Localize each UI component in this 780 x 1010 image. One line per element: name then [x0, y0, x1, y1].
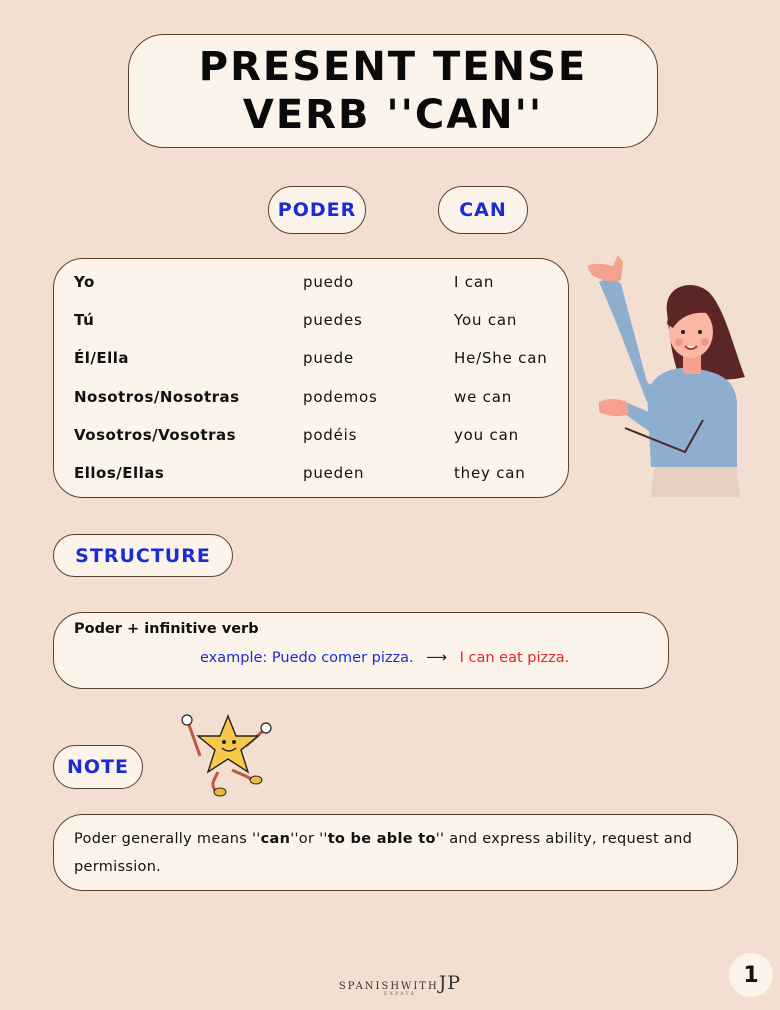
table-row — [54, 311, 568, 333]
arrow-icon: ⟶ — [426, 650, 448, 666]
example-spanish: example: Puedo comer pizza. — [200, 650, 414, 666]
english-translation: He/She can — [454, 349, 548, 367]
note-box — [53, 814, 738, 891]
note-text-part: Poder generally means '' — [74, 831, 261, 847]
pronoun: Yo — [74, 273, 95, 291]
english-translation: you can — [454, 426, 519, 444]
pronoun: Él/Ella — [74, 349, 130, 367]
pronoun: Ellos/Ellas — [74, 464, 165, 482]
structure-tag: STRUCTURE — [53, 534, 233, 577]
note-tag: NOTE — [53, 745, 143, 789]
brand-sub: EXPATS — [383, 991, 417, 997]
brand-main: SPANISHWITH — [338, 981, 439, 992]
verb-form: pueden — [303, 464, 365, 482]
star-mascot-illustration — [180, 712, 272, 800]
pronoun: Tú — [74, 311, 95, 329]
brand-jp: JP — [438, 972, 462, 994]
example-english: I can eat pizza. — [459, 650, 570, 666]
title-box — [128, 34, 658, 148]
brand-logo — [330, 972, 470, 1004]
structure-formula: Poder + infinitive verb — [74, 621, 259, 637]
can-tag: CAN — [438, 186, 528, 234]
note-bold-able: to be able to — [327, 831, 436, 847]
note-text-part: ''or '' — [290, 831, 328, 847]
verb-form: podemos — [303, 388, 378, 406]
table-row — [54, 464, 568, 486]
poder-tag: PODER — [268, 186, 366, 234]
conjugation-table — [53, 258, 569, 498]
verb-form: puedes — [303, 311, 363, 329]
verb-form: puedo — [303, 273, 354, 291]
table-row — [54, 426, 568, 448]
english-translation: I can — [454, 273, 495, 291]
note-text — [74, 825, 717, 881]
pronoun: Vosotros/Vosotras — [74, 426, 237, 444]
verb-form: puede — [303, 349, 355, 367]
english-translation: we can — [454, 388, 513, 406]
table-row — [54, 273, 568, 295]
verb-form: podéis — [303, 426, 358, 444]
table-row — [54, 388, 568, 410]
pronoun: Nosotros/Nosotras — [74, 388, 240, 406]
teacher-illustration — [585, 252, 745, 502]
page-number: 1 — [729, 953, 773, 997]
title-line-2: VERB ''CAN'' — [242, 92, 544, 138]
title-line-1: PRESENT TENSE — [198, 44, 588, 90]
table-row — [54, 349, 568, 371]
note-bold-can: can — [260, 831, 291, 847]
structure-example — [200, 650, 569, 666]
note-text-part: '' and express ability, request and permission. — [74, 831, 693, 875]
english-translation: You can — [454, 311, 518, 329]
structure-box — [53, 612, 669, 689]
english-translation: they can — [454, 464, 526, 482]
